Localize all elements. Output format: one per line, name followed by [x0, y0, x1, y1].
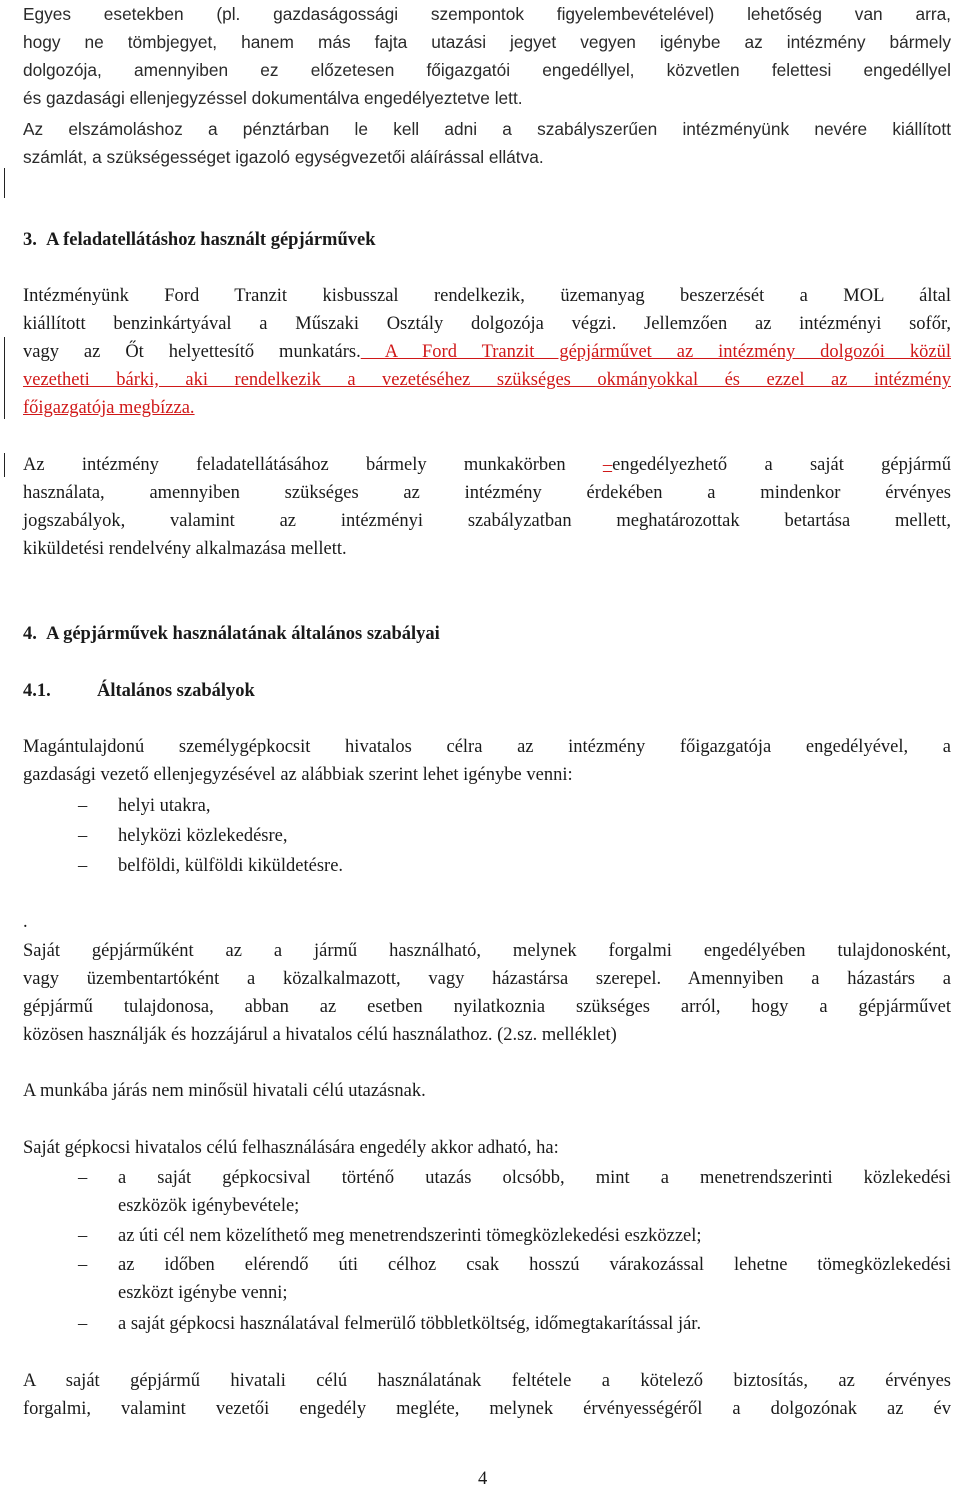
tracked-insertion-line: főigazgatója megbízza.	[23, 398, 195, 418]
list-bullet: –	[78, 1226, 88, 1246]
paragraph-line: és gazdasági ellenjegyzéssel dokumentálva engedélyeztetve lett.	[23, 88, 523, 108]
paragraph-line: gépjármű tulajdonosa, abban az esetben nyilatkoznia szükséges arról, hogy a gépjárművet	[23, 997, 951, 1017]
paragraph-line	[23, 454, 951, 476]
paragraph-line: Magántulajdonú személygépkocsit hivatalos célra az intézmény főigazgatója engedélyével, a	[23, 737, 951, 757]
paragraph-line: forgalmi, valamint vezetői engedély megléte, melynek érvényességéről a dolgozónak az év	[23, 1399, 951, 1419]
list-bullet: –	[78, 1314, 88, 1334]
list-item: helyi utakra,	[118, 796, 211, 816]
list-bullet: –	[78, 826, 88, 846]
paragraph-line: A munkába járás nem minősül hivatali célú utazásnak.	[23, 1081, 426, 1101]
subsection-heading	[23, 680, 51, 702]
tracked-insertion-text: A Ford Tranzit gépjárművet az intézmény dolgozói közül	[360, 342, 951, 362]
paragraph-line: dolgozója, amennyiben ez előzetesen főigazgatói engedéllyel, közvetlen felettesi engedéllyel	[23, 60, 951, 80]
section-number: 3.	[23, 230, 37, 250]
list-item: az időben elérendő úti célhoz csak hosszú várakozással lehetne tömegközlekedési	[118, 1255, 951, 1275]
list-bullet: –	[78, 856, 88, 876]
paragraph-line: Egyes esetekben (pl. gazdaságossági szempontok figyelembevételével) lehetőség van arra,	[23, 4, 951, 24]
tracked-insertion-dash: –	[602, 455, 613, 475]
paragraph-text: Az intézmény feladatellátásához bármely munkakörben	[23, 455, 603, 475]
list-item: a saját gépkocsi használatával felmerülő többletköltség, időmegtakarítással jár.	[118, 1314, 702, 1334]
paragraph-line: közösen használják és hozzájárul a hivatalos célú használathoz. (2.sz. melléklet)	[23, 1025, 617, 1045]
change-bar	[4, 337, 5, 419]
paragraph-line: számlát, a szükségességet igazoló egységvezetői aláírással ellátva.	[23, 147, 544, 167]
paragraph-line: Saját gépkocsi hivatalos célú felhasználására engedély akkor adható, ha:	[23, 1138, 559, 1158]
paragraph-line: kiállított benzinkártyával a Műszaki Osztály dolgozója végzi. Jellemzően az intézményi sofőr,	[23, 314, 951, 334]
list-item-continuation: eszközt igénybe venni;	[118, 1283, 288, 1303]
change-bar	[4, 168, 5, 198]
list-item: a saját gépkocsival történő utazás olcsóbb, mint a menetrendszerinti közlekedési	[118, 1168, 951, 1188]
paragraph-line: jogszabályok, valamint az intézményi szabályzatban meghatározottak betartása mellett,	[23, 511, 951, 531]
section-heading	[23, 229, 376, 251]
list-item: helyközi közlekedésre,	[118, 826, 288, 846]
paragraph-line: Saját gépjárműként az a jármű használható, melynek forgalmi engedélyében tulajdonosként,	[23, 941, 951, 961]
section-title: Általános szabályok	[97, 681, 255, 701]
paragraph-text: vagy az Őt helyettesítő munkatárs.	[23, 342, 361, 362]
paragraph-line: A saját gépjármű hivatali célú használatának feltétele a kötelező biztosítás, az érvényes	[23, 1371, 951, 1391]
list-item: az úti cél nem közelíthető meg menetrendszerinti tömegközlekedési eszközzel;	[118, 1226, 702, 1246]
list-bullet: –	[78, 796, 88, 816]
section-title: A feladatellátáshoz használt gépjárművek	[46, 230, 376, 250]
paragraph-line	[23, 341, 951, 363]
paragraph-line: gazdasági vezető ellenjegyzésével az alábbiak szerint lehet igénybe venni:	[23, 765, 573, 785]
paragraph-text: engedélyezhető a saját gépjármű	[612, 455, 951, 475]
list-item: belföldi, külföldi kiküldetésre.	[118, 856, 344, 876]
list-bullet: –	[78, 1255, 88, 1275]
paragraph-line: hogy ne tömbjegyet, hanem más fajta utazási jegyet vegyen igénybe az intézmény bármely	[23, 32, 951, 52]
page-number: 4	[478, 1469, 488, 1489]
stray-period: .	[23, 912, 28, 932]
paragraph-line: Az elszámoláshoz a pénztárban le kell adni a szabályszerűen intézményünk nevére kiállított	[23, 119, 951, 139]
paragraph-line: használata, amennyiben szükséges az intézmény érdekében a mindenkor érvényes	[23, 483, 951, 503]
change-bar	[4, 453, 5, 477]
list-bullet: –	[78, 1168, 88, 1188]
list-item-continuation: eszközök igénybevétele;	[118, 1196, 300, 1216]
section-number: 4.	[23, 624, 37, 644]
section-number: 4.1.	[23, 681, 51, 701]
paragraph-line: Intézményünk Ford Tranzit kisbusszal rendelkezik, üzemanyag beszerzését a MOL által	[23, 286, 951, 306]
section-heading	[23, 623, 440, 645]
section-title: A gépjárművek használatának általános szabályai	[46, 624, 440, 644]
tracked-insertion-line: vezetheti bárki, aki rendelkezik a vezetéséhez szükséges okmányokkal és ezzel az intézmény	[23, 370, 951, 390]
paragraph-line: kiküldetési rendelvény alkalmazása mellett.	[23, 539, 347, 559]
paragraph-line: vagy üzembentartóként a közalkalmazott, vagy házastársa szerepel. Amennyiben a házastárs a	[23, 969, 951, 989]
